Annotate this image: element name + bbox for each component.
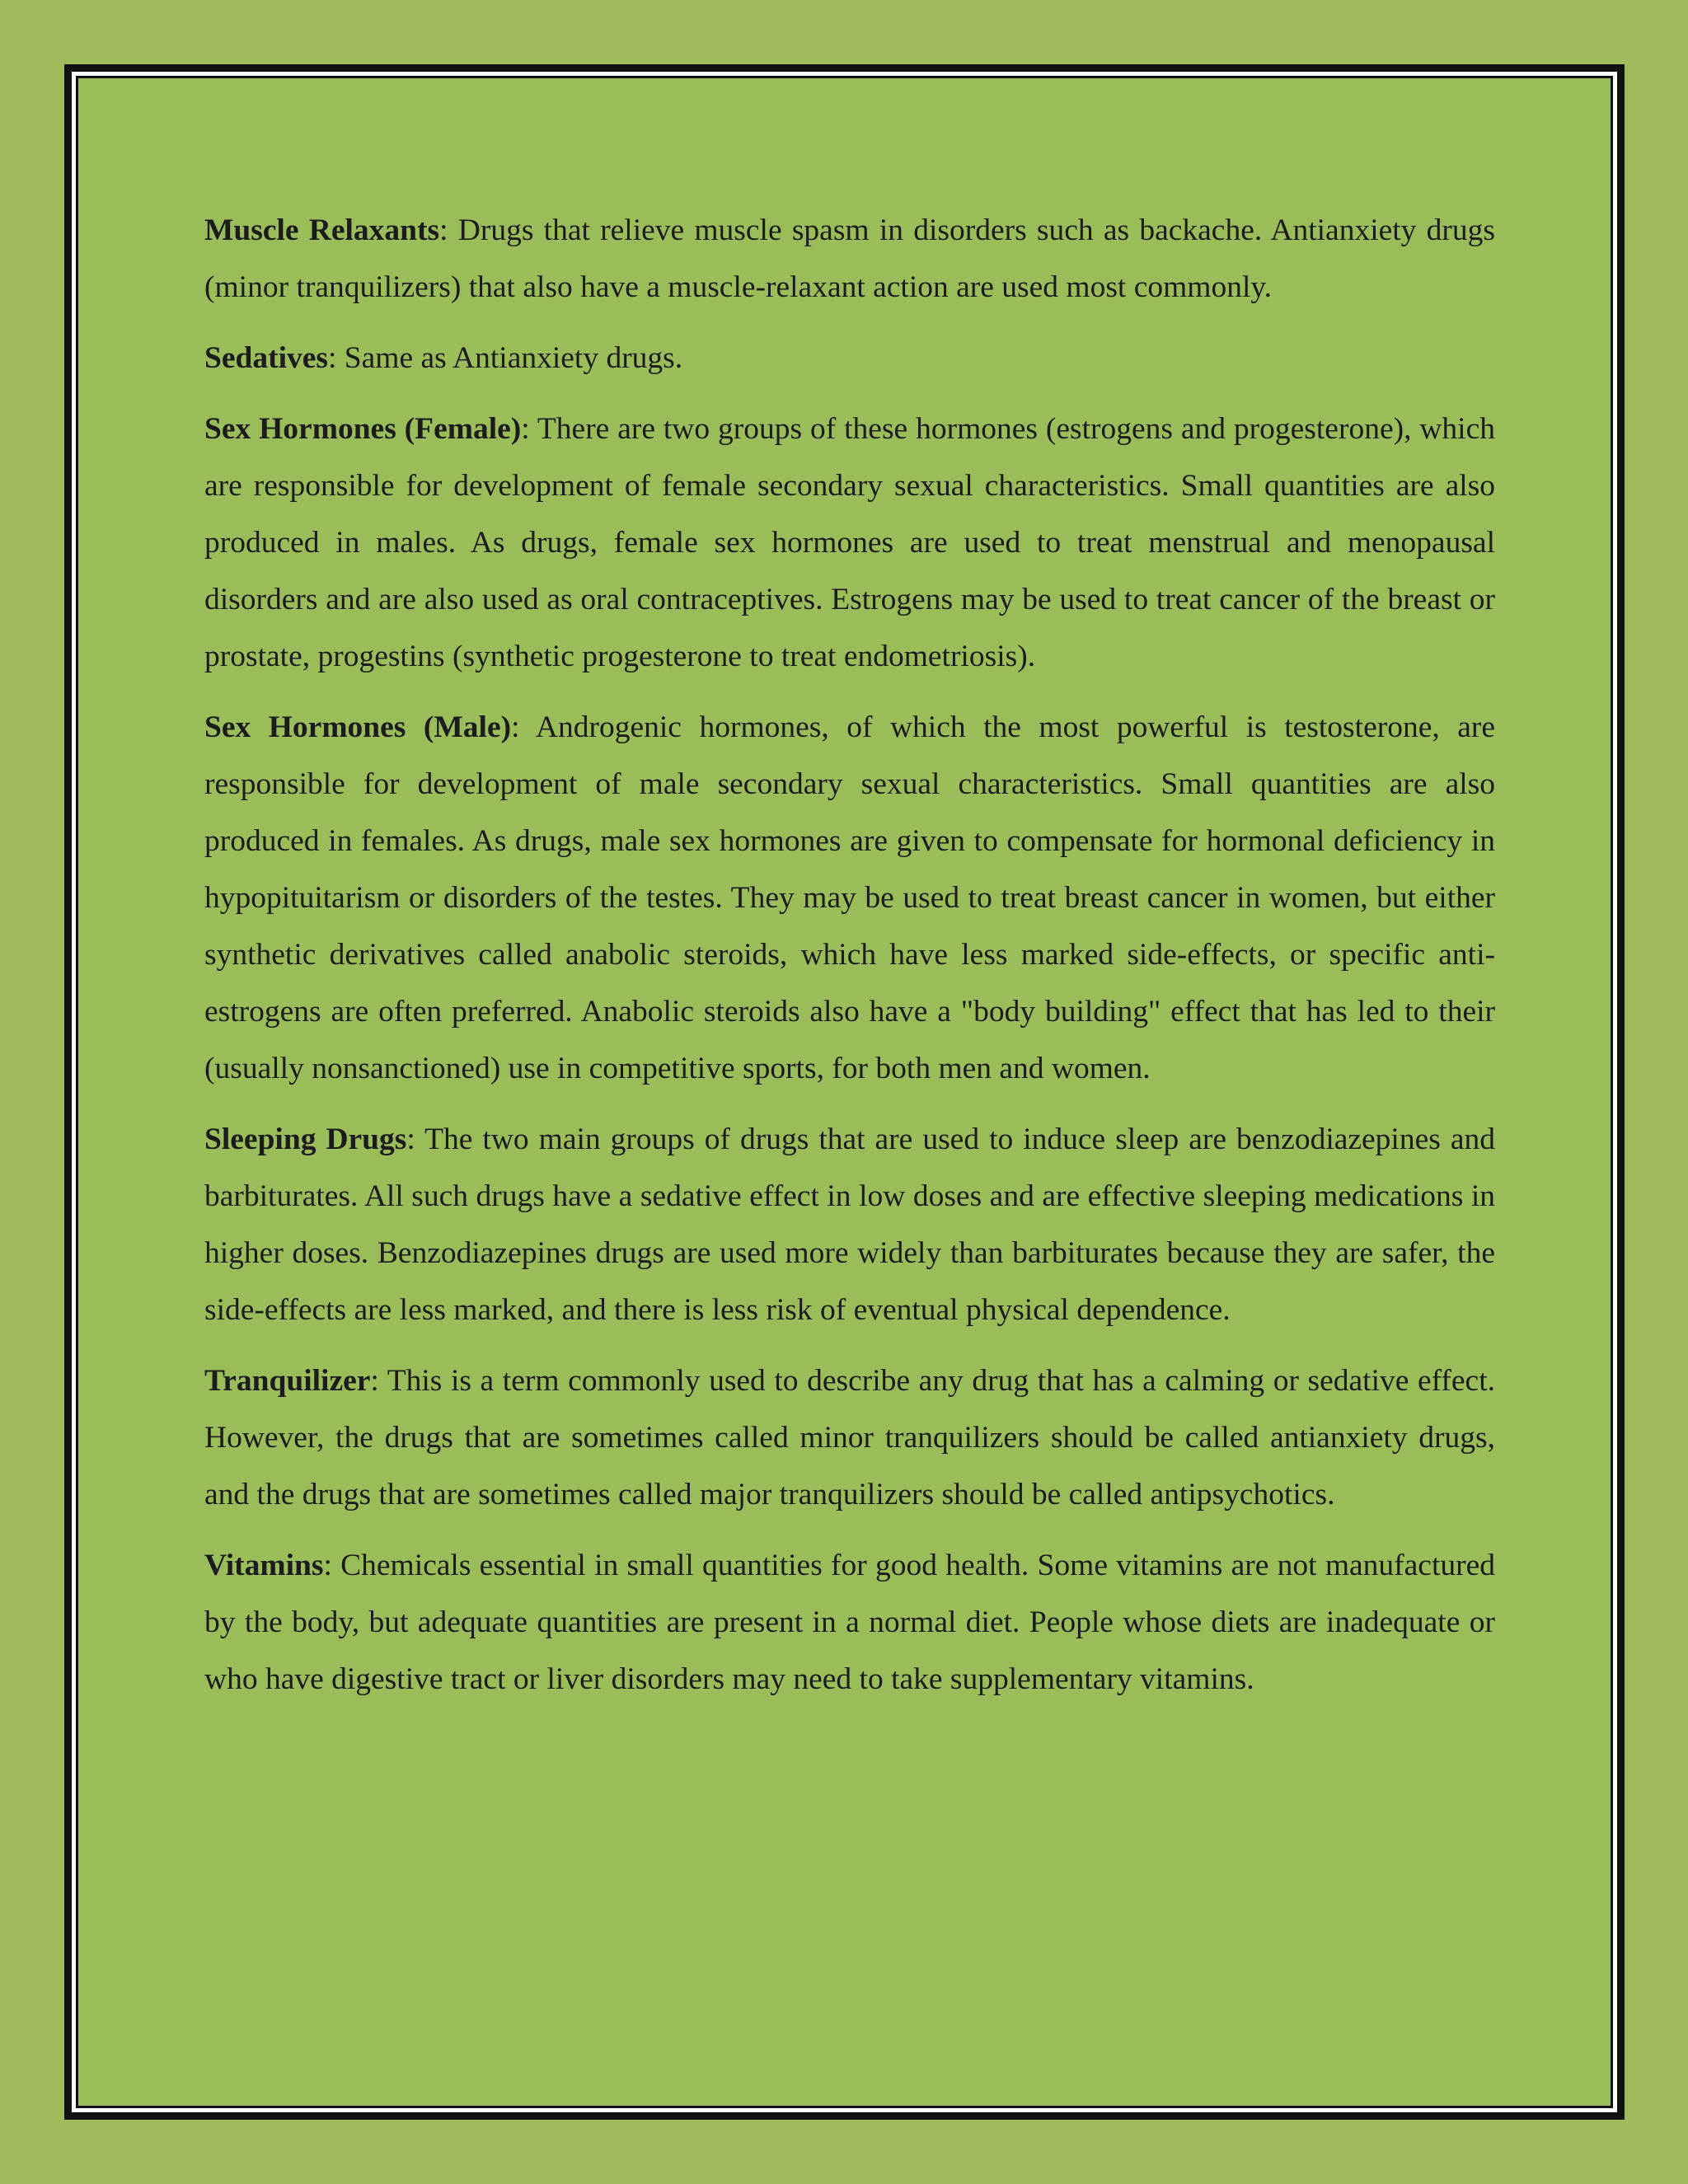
glossary-entry-tranquilizer <box>204 1352 1495 1523</box>
glossary-text <box>204 202 1495 1722</box>
glossary-entry-sedatives <box>204 330 1495 387</box>
glossary-entry-sex-hormones-female <box>204 401 1495 685</box>
page-panel <box>76 76 1613 2108</box>
page-border <box>64 64 1625 2120</box>
glossary-entry-sex-hormones-male <box>204 699 1495 1097</box>
entry-definition: : There are two groups of these hormones (estrogens and progesterone), which are responsible for development of female secondary sexual characteristics. Small quantities are also produced in males. As drugs, female sex hormones are used to treat menstrual and menopausal disorders and are also used as oral contraceptives. Estrogens may be used to treat cancer of the breast or prostate, progestins (synthetic progesterone to treat endometriosis). <box>204 412 1495 673</box>
entry-term: Muscle Relaxants <box>204 213 440 247</box>
entry-term: Sleeping Drugs <box>204 1122 407 1156</box>
entry-term: Vitamins <box>204 1549 324 1582</box>
glossary-entry-muscle-relaxants <box>204 202 1495 316</box>
entry-definition: : Androgenic hormones, of which the most powerful is testosterone, are responsible for development of male secondary sexual characteristics. Small quantities are also produced in females. As drugs, male sex hormones are given to compensate for hormonal deficiency in hypopituitarism or disorders of the testes. They may be used to treat breast cancer in women, but either synthetic derivatives called anabolic steroids, which have less marked side-effects, or specific anti-estrogens are often preferred. Anabolic steroids also have a "body building" effect that has led to their (usually nonsanctioned) use in competitive sports, for both men and women. <box>204 710 1495 1085</box>
entry-definition: : Drugs that relieve muscle spasm in disorders such as backache. Antianxiety drugs (minor tranquilizers) that also have a muscle-relaxant action are used most commonly. <box>204 213 1495 304</box>
entry-term: Sedatives <box>204 341 328 375</box>
entry-definition: : Same as Antianxiety drugs. <box>328 341 683 375</box>
entry-definition: : This is a term commonly used to describe any drug that has a calming or sedative effect. However, the drugs that are sometimes called minor tranquilizers should be called antianxiety drugs, and the drugs that are sometimes called major tranquilizers should be called antipsychotics. <box>204 1364 1495 1511</box>
glossary-entry-vitamins <box>204 1537 1495 1708</box>
glossary-entry-sleeping-drugs <box>204 1111 1495 1338</box>
entry-term: Sex Hormones (Male) <box>204 710 512 744</box>
entry-term: Sex Hormones (Female) <box>204 412 522 446</box>
entry-definition: : Chemicals essential in small quantities for good health. Some vitamins are not manufactured by the body, but adequate quantities are present in a normal diet. People whose diets are inadequate or who have digestive tract or liver disorders may need to take supplementary vitamins. <box>204 1549 1495 1696</box>
entry-term: Tranquilizer <box>204 1364 371 1398</box>
entry-definition: : The two main groups of drugs that are used to induce sleep are benzodiazepines and barbiturates. All such drugs have a sedative effect in low doses and are effective sleeping medications in higher doses. Benzodiazepines drugs are used more widely than barbiturates because they are safer, the side-effects are less marked, and there is less risk of eventual physical dependence. <box>204 1122 1495 1327</box>
